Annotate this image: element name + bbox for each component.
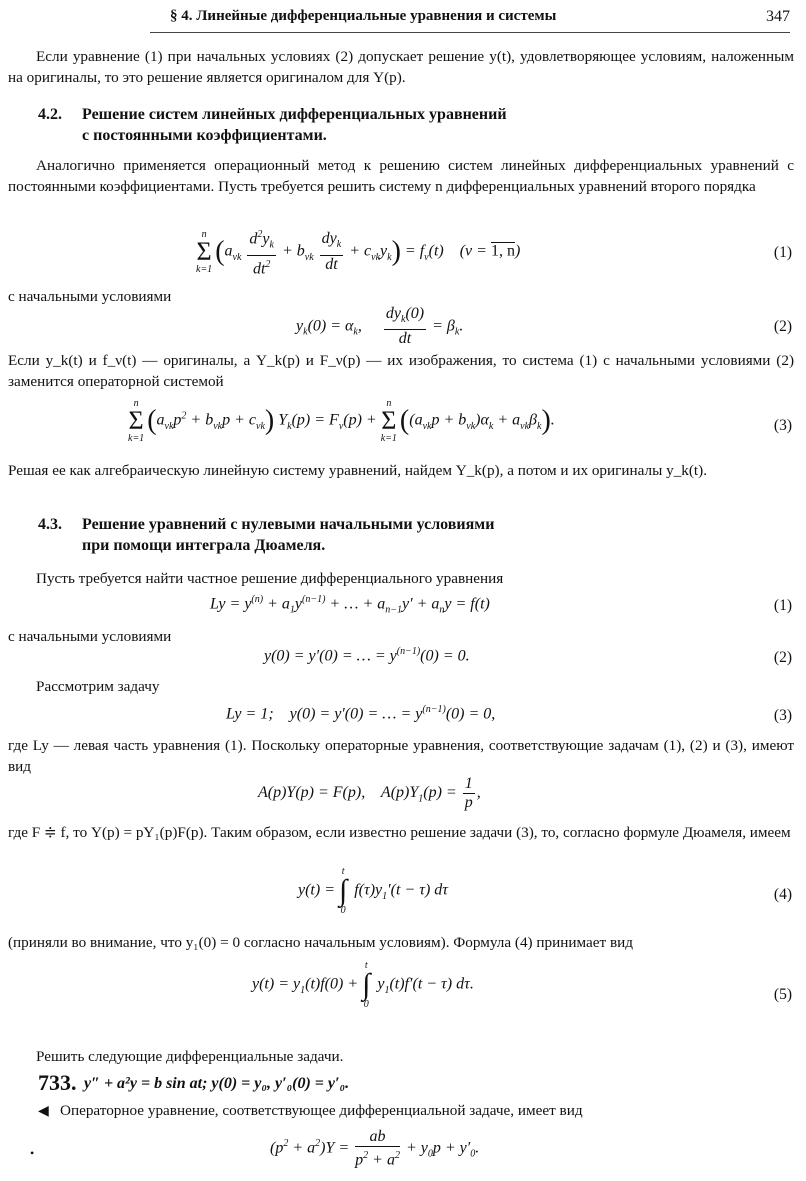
section-title-line2: с постоянными коэффициентами. [82,127,327,144]
equation-number: (5) [773,986,792,1003]
equation-number: (3) [773,707,792,724]
running-header-title: § 4. Линейные дифференциальные уравнения и системы [170,8,557,24]
section-title-line1: Решение уравнений с нулевыми начальными условиями [82,516,495,533]
problem-number: 733. [38,1070,77,1095]
paragraph-4-3: Пусть требуется найти частное решение дифференциального уравнения [36,570,504,587]
equation-operator-system: n Σ k=1 $(a_{\nu k}p^2 + b_{\nu k}p + c_{\nu k}) Y_k(p) = F_\nu(p)$ + n Σ k=1 $((a_{\nu k}p + b_{\nu k})\alpha_k + a_{\nu k}\beta_k)$. [128,398,555,444]
paragraph-operator-system: Если y_k(t) и f_ν(t) — оригиналы, а Y_k(p) и F_ν(p) — их изображения, то система (1) с начальными условиями (2) заменится операторной системой [8,352,794,390]
initial-conditions-label: с начальными условиями [8,628,172,645]
section-number: 4.3. [38,516,62,533]
equation-auxiliary-problem: Ly = 1; y(0) = y′(0) = … = $y^{(n-1)}(0) = 0$, [226,704,496,723]
paragraph-note: (приняли во внимание, что y₁(0) = 0 согласно начальным условиям). Формула (4) принимает вид [8,934,633,951]
equation-number: (4) [773,886,792,903]
task-intro: Решить следующие дифференциальные задачи. [36,1048,344,1065]
consider-label: Рассмотрим задачу [36,678,160,695]
section-title-line1: Решение систем линейных дифференциальных уравнений [82,106,507,123]
initial-conditions-label: с начальными условиями [8,288,172,305]
page-number: 347 [766,8,790,25]
equation-system: n Σ k=1 ($a_{\nu k}$ $\frac{d^2y_k}{dt^2}$ + $b_{\nu k}$ $\frac{dy_k}{dt}$ + $c_{\nu k}y_k) = f_\nu(t)$ (ν = 1, n) [196,226,520,278]
header-rule [150,32,790,33]
solution-start: Операторное уравнение, соответствующее дифференциальной задаче, имеет вид [60,1102,583,1119]
section-title-line2: при помощи интеграла Дюамеля. [82,537,326,554]
equation-number: (2) [773,649,792,666]
equation-number: (1) [773,597,792,614]
equation-zero-conditions: y(0) = y′(0) = … = $y^{(n-1)}(0) = 0$. [264,646,470,665]
paragraph-solution: Решая ее как алгебраическую линейную систему уравнений, найдем Y_k(p), а потом и их оригиналы y_k(t). [8,462,708,479]
equation-initial-conditions: $y_k(0) = \alpha_k$, $\frac{dy_k(0)}{dt}$ = $\beta_k$. [296,305,464,348]
equation-number: (2) [773,318,792,335]
equation-operator-form: A(p)Y(p) = F(p), $A(p)Y_1(p)$ = $\frac{1}{p}$ , [258,775,481,811]
paragraph-operator-equations: где Ly — левая часть уравнения (1). Поскольку операторные уравнения, соответствующие задачам (1), (2) и (3), имеют вид [8,737,794,775]
section-4-2-heading [38,104,507,146]
paragraph-duhamel: где F ≑ f, то Y(p) = pY₁(p)F(p). Таким образом, если известно решение задачи (3), то, согласно формуле Дюамеля, имеем [8,824,791,841]
section-number: 4.2. [38,106,62,123]
bullet-dot: • [30,1146,35,1160]
equation-operator-733: $(p^2 + a^2)Y$ = $\frac{ab}{p^2 + a^2}$ + $y_0p + y'_0$. [270,1128,480,1169]
equation-ly: $Ly = y^{(n)} + a_1y^{(n-1)}$ + … + $a_{n-1}y' + a_ny = f(t)$ [210,594,490,616]
section-4-3-heading [38,514,494,556]
running-header [150,8,790,30]
paragraph-4-2: Аналогично применяется операционный метод к решению систем линейных дифференциальных уравнений с постоянными коэффициентами. Пусть требуется решить систему n дифференциальных уравнений второго порядка [8,157,794,195]
equation-number: (1) [773,244,792,261]
intro-paragraph: Если уравнение (1) при начальных условиях (2) допускает решение y(t), удовлетворяющее условиям, наложенным на оригиналы, то это решение является оригиналом для Y(p). [8,48,794,86]
equation-duhamel-5: $y(t) = y_1(t)f(0)$ + t ∫ 0 $y_1(t)f'(t - \tau)$ dτ. [252,960,474,1010]
equation-duhamel-4: y(t) = t ∫ 0 $f(\tau)y_1'(t - \tau)$ dτ [298,866,449,916]
problem-equation: y″ + a²y = b sin at; y(0) = y₀, y′₀(0) = y′₀. [84,1075,350,1092]
solution-marker-icon: ◀ [38,1104,49,1119]
equation-number: (3) [773,417,792,434]
